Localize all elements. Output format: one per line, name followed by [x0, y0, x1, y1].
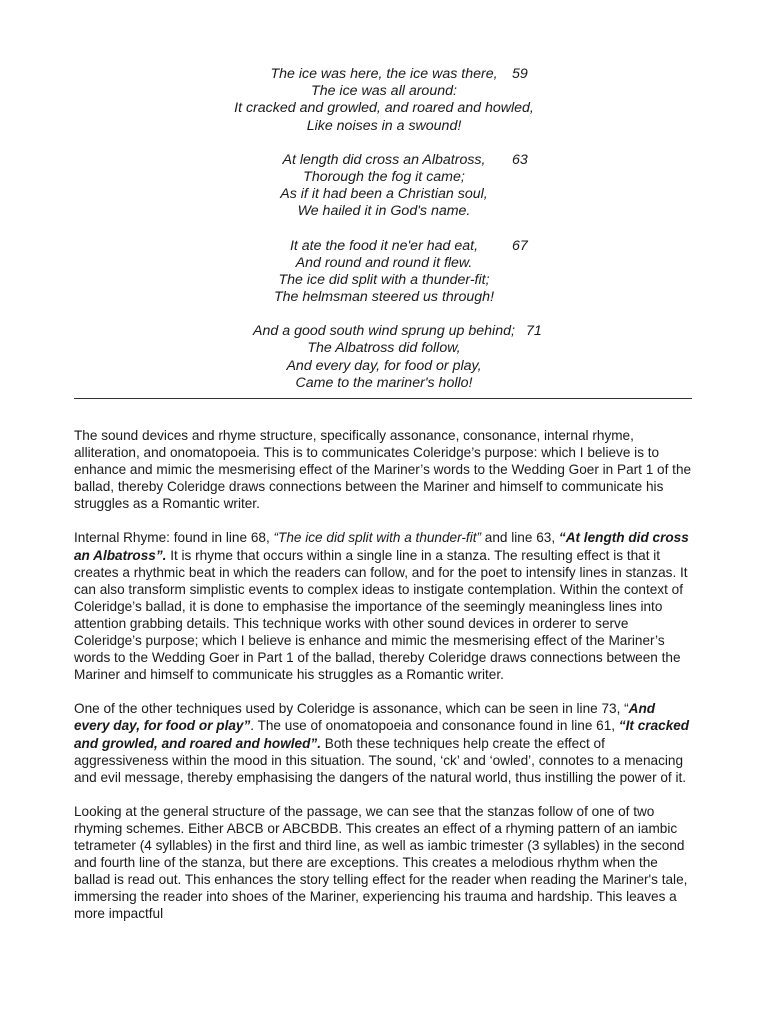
paragraph: Internal Rhyme: found in line 68, “The ice did split with a thunder-fit” and line 63, “At length did cross an Albatross”. It is rhyme that occurs within a single line in a stanza. The resulting effect is that it creates a rhythmic beat in which the readers can follow, and for the poet to intensify lines in stanzas. It can also transform simplistic events to complex ideas to instigate contemplation. Within the context of Coleridge’s ballad, it is done to emphasise the importance of the seemingly meaningless lines into attention grabbing details. This technique works with other sound devices in orderer to serve Coleridge’s purpose; which I believe is enhance and mimic the mesmerising effect of the Mariner’s words to the Wedding Goer in Part 1 of the ballad, thereby Coleridge draws connections between the Mariner and himself to communicate his struggles as a Romantic writer. [74, 530, 689, 683]
paragraph: The sound devices and rhyme structure, specifically assonance, consonance, internal rhyme, alliteration, and onomatopoeia. This is to communicates Coleridge’s purpose: which I believe is to enhance and mimic the mesmerising effect of the Mariner’s words to the Wedding Goer in Part 1 of the ballad, thereby Coleridge draws connections between the Mariner and himself to communicate his struggles as a Romantic writer. [74, 428, 692, 512]
stanza [0, 152, 768, 221]
poem-line: And round and round it flew. [295, 254, 473, 271]
poem-line: Came to the mariner's hollo! [295, 374, 473, 391]
poem-excerpt [0, 66, 768, 409]
poem-line: As if it had been a Christian soul, [280, 186, 488, 203]
poem-line: And every day, for food or play, [286, 357, 482, 374]
poem-line: At length did cross an Albatross, 63 [282, 151, 528, 168]
quote: “It cracked and growled, and roared and howled”. [74, 718, 690, 751]
paragraph: Looking at the general structure of the passage, we can see that the stanzas follow of one of two rhyming schemes. Either ABCB or ABCBDB. This creates an effect of a rhyming pattern of an iambic tetrameter (4 syllables) in the first and third line, as well as iambic trimester (3 syllables) in the second and fourth line of the stanza, but there are exceptions. This creates a melodious rhythm when the ballad is read out. This enhances the story telling effect for the reader when reading the Mariner's tale, immersing the reader into shoes of the Mariner, experiencing his trauma and hardship. This leaves a more impactful [74, 803, 688, 922]
poem-line: And a good south wind sprung up behind; 71 [253, 323, 542, 340]
poem-line: Like noises in a swound! [306, 117, 462, 134]
poem-line: Thorough the fog it came; [303, 168, 465, 185]
stanza [0, 66, 768, 135]
poem-line: The Albatross did follow, [307, 340, 461, 357]
line-number: 59 [512, 66, 528, 82]
paragraph: One of the other techniques used by Coleridge is assonance, which can be seen in line 73, “And every day, for food or play”. The use of onomatopoeia and consonance found in line 61, “It cracked and growled, and roared and howled”. Both these techniques help create the effect of aggressiveness within the mood in this situation. The sound, ‘ck’ and ‘owled’, connotes to a menacing and evil message, thereby emphasising the dangers of the natural world, thus instilling the power of it. [74, 701, 690, 785]
poem-line: The ice was all around: [311, 83, 457, 100]
poem-line: The helmsman steered us through! [273, 289, 495, 306]
poem-line: The ice was here, the ice was there, 59 [270, 66, 528, 82]
poem-line: It cracked and growled, and roared and howled, [234, 100, 534, 117]
stanza [0, 238, 768, 307]
poem-line: We hailed it in God's name. [297, 203, 471, 220]
section-divider [74, 398, 692, 399]
poem-line: The ice did split with a thunder-fit; [278, 271, 490, 288]
quote: “The ice did split with a thunder-fit” [273, 530, 482, 546]
essay-body [74, 427, 694, 939]
line-number: 71 [526, 323, 542, 340]
line-number: 67 [512, 237, 528, 254]
quote: “At length did cross an Albatross”. [74, 530, 689, 563]
line-number: 63 [512, 151, 528, 168]
poem-line: It ate the food it ne'er had eat, 67 [289, 237, 528, 254]
quote: And every day, for food or play” [74, 701, 656, 734]
stanza [0, 323, 768, 392]
